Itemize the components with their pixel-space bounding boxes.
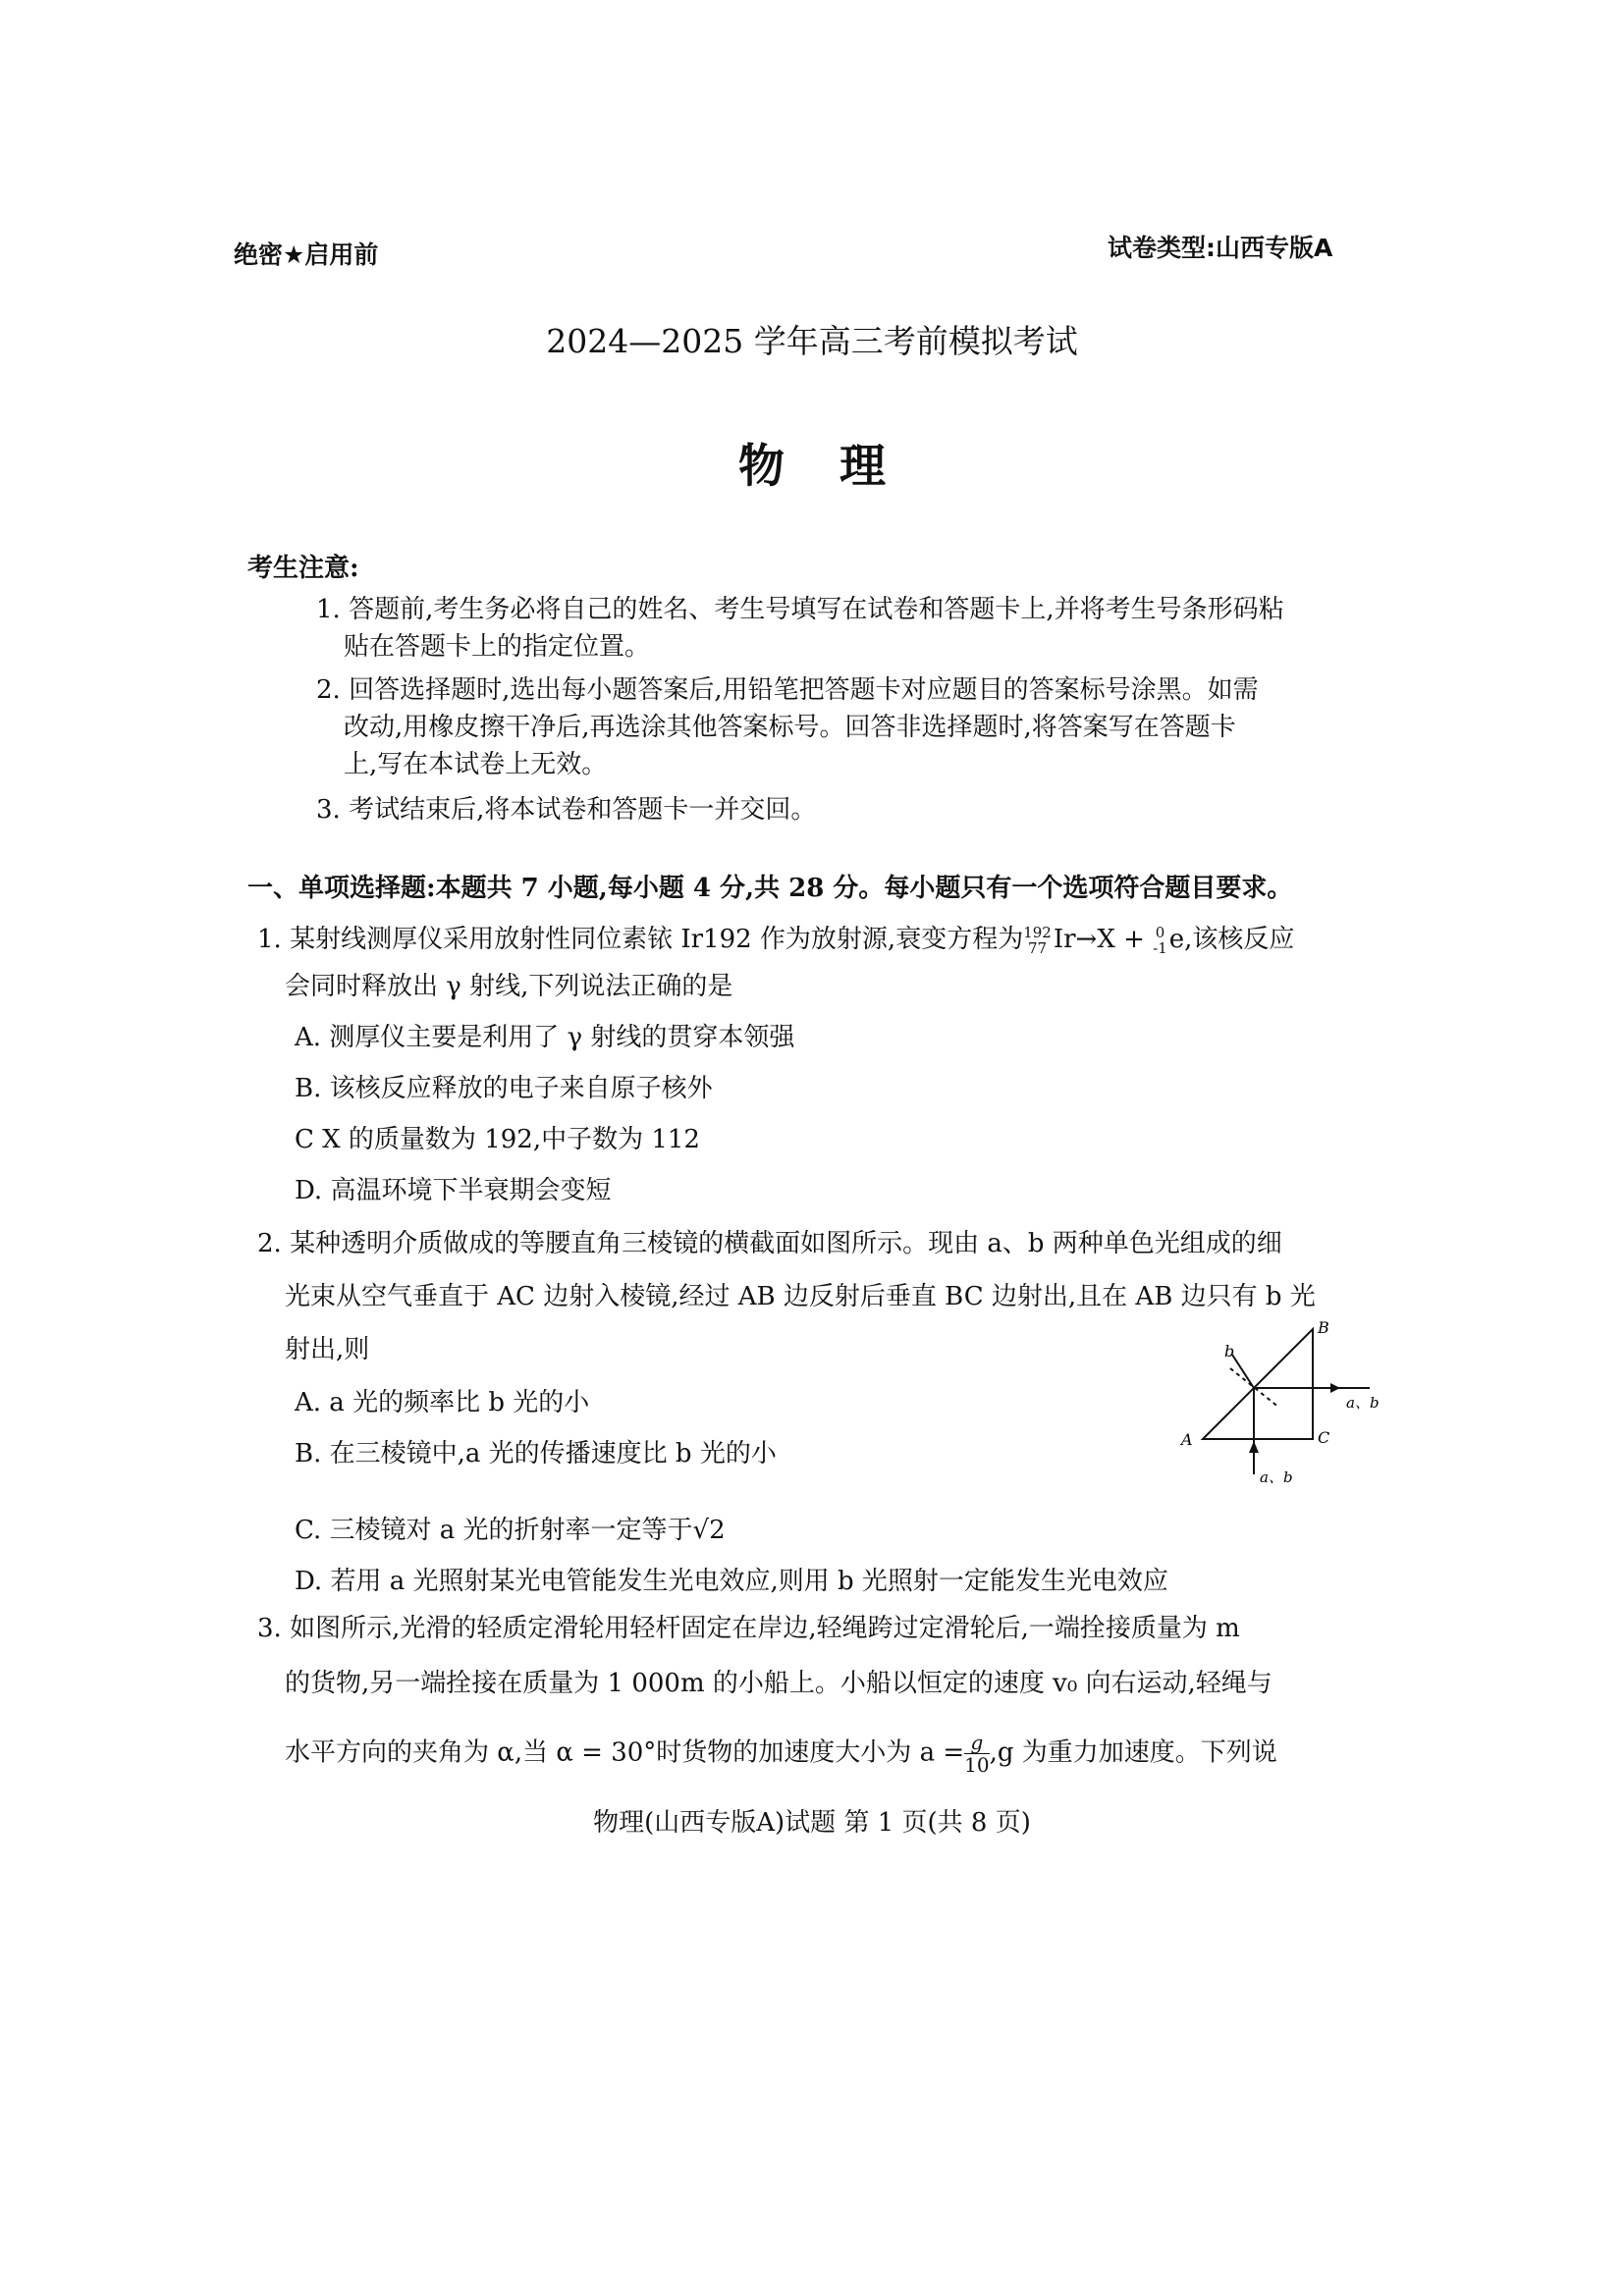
notice-item-1: [316, 591, 1284, 666]
notice-item-3: [316, 791, 816, 828]
option-c: C. 三棱镜对 a 光的折射率一定等于√2: [295, 1516, 726, 1545]
question-2-options: [295, 1384, 1168, 1614]
label-incident-rays: a、b: [1260, 1468, 1293, 1486]
ir-nuclide-numbers: 192 77: [1023, 924, 1052, 957]
notice-item-2: [316, 671, 1259, 783]
paper-type: 试卷类型:山西专版A: [1108, 234, 1333, 262]
option-d: D. 高温环境下半衰期会变短: [295, 1176, 612, 1205]
question-1-stem: 1. 某射线测厚仪采用放射性同位素铱 Ir192 作为放射源,衰变方程为 192 77 Ir→X + 0 -1 e,该核反应: [257, 924, 1295, 957]
option-b: B. 在三棱镜中,a 光的传播速度比 b 光的小: [295, 1439, 777, 1468]
notice-line: 贴在答题卡上的指定位置。: [344, 632, 651, 662]
exam-title: 2024—2025 学年高三考前模拟考试: [546, 322, 1078, 360]
question-3-stem-line: 水平方向的夹角为 α,当 α = 30°时货物的加速度大小为 a = $\frac{g}{10}$ ,g 为重力加速度。下列说: [285, 1731, 1277, 1777]
label-exit-rays: a、b: [1346, 1394, 1380, 1412]
question-3-stem-line: 的货物,另一端拴接在质量为 1 000m 的小船上。小船以恒定的速度 v₀ 向右运动,轻绳与: [285, 1669, 1272, 1698]
acceleration-fraction: $\frac{g}{10}$: [964, 1731, 990, 1777]
notice-heading: 考生注意:: [247, 554, 359, 583]
prism-triangle: [1203, 1329, 1313, 1439]
label-b-ray: b: [1224, 1342, 1235, 1361]
refracted-b-ray: [1232, 1355, 1254, 1388]
incident-arrow: [1249, 1441, 1259, 1453]
question-3-stem-line: 3. 如图所示,光滑的轻质定滑轮用轻杆固定在岸边,轻绳跨过定滑轮后,一端拴接质量为 m: [257, 1614, 1240, 1643]
page-footer: 物理(山西专版A)试题 第 1 页(共 8 页): [593, 1808, 1031, 1838]
label-c-vertex: C: [1318, 1428, 1330, 1447]
electron-numbers: 0 -1: [1153, 924, 1167, 957]
option-a: A. 测厚仪主要是利用了 γ 射线的贯穿本领强: [295, 1023, 795, 1052]
label-a-vertex: A: [1181, 1430, 1193, 1449]
subject-title: 物理: [738, 440, 941, 494]
option-d: D. 若用 a 光照射某光电管能发生光电效应,则用 b 光照射一定能发生光电效应: [295, 1567, 1168, 1596]
question-2-stem-line: 2. 某种透明介质做成的等腰直角三棱镜的横截面如图所示。现由 a、b 两种单色光组成的细: [257, 1229, 1282, 1258]
notice-line: 1. 答题前,考生务必将自己的姓名、考生号填写在试卷和答题卡上,并将考生号条形码粘: [316, 595, 1284, 624]
option-b: B. 该核反应释放的电子来自原子核外: [295, 1074, 713, 1103]
notice-line: 改动,用橡皮擦干净后,再选涂其他答案标号。回答非选择题时,将答案写在答题卡: [344, 713, 1236, 742]
question-1-stem-line2: 会同时释放出 γ 射线,下列说法正确的是: [285, 972, 733, 1001]
label-b-vertex: B: [1318, 1318, 1329, 1337]
notice-line: 3. 考试结束后,将本试卷和答题卡一并交回。: [316, 795, 817, 825]
question-1-options: [295, 1019, 794, 1223]
question-1: [257, 921, 1294, 1005]
notice-line: 上,写在本试卷上无效。: [344, 750, 608, 779]
question-2: [257, 1225, 1316, 1384]
exit-arrow: [1330, 1383, 1340, 1393]
prism-figure: [1173, 1315, 1389, 1492]
section-heading: 一、单项选择题:本题共 7 小题,每小题 4 分,共 28 分。每小题只有一个选项符合题目要求。: [247, 874, 1293, 903]
option-a: A. a 光的频率比 b 光的小: [295, 1388, 590, 1417]
confidential-mark: 绝密★启用前: [234, 240, 379, 269]
question-2-stem-line: 射出,则: [285, 1335, 370, 1364]
question-2-stem-line: 光束从空气垂直于 AC 边射入棱镜,经过 AB 边反射后垂直 BC 边射出,且在 AB 边只有 b 光: [285, 1282, 1316, 1311]
option-c: C X 的质量数为 192,中子数为 112: [295, 1125, 700, 1154]
question-3: [257, 1610, 1277, 1776]
notice-line: 2. 回答选择题时,选出每小题答案后,用铅笔把答题卡对应题目的答案标号涂黑。如需: [316, 675, 1259, 705]
